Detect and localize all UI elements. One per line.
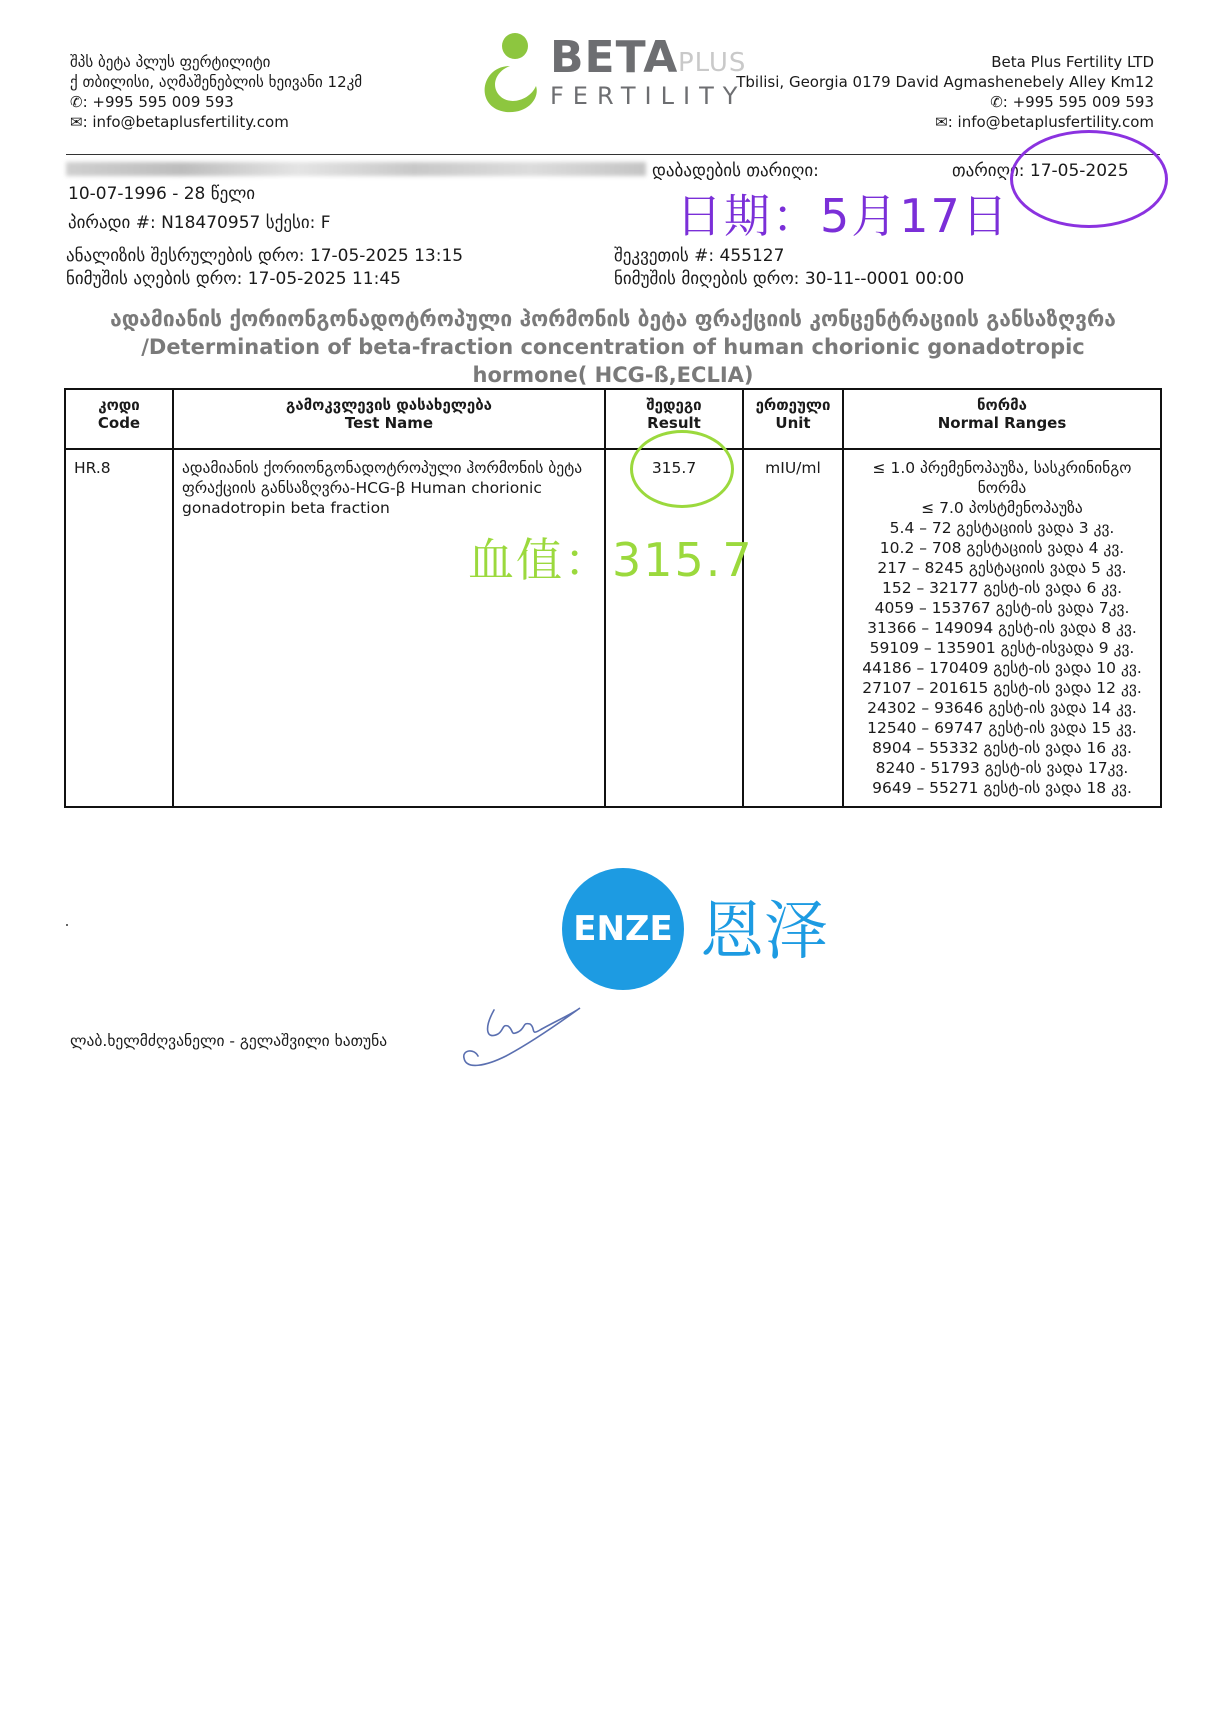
analysis-time: ანალიზის შესრულების დრო: 17-05-2025 13:15 [66,246,464,266]
col-header-result-en: Result [647,414,701,432]
cell-test-name: ადამიანის ქორიონგონადოტროპული ჰორმონის ბეტა ფრაქციის განსაზღვრა-HCG-β Human chorionic gonadotropin beta fraction [173,449,605,807]
range-line: 5.4 – 72 გესტაციის ვადა 3 კვ. [889,519,1115,537]
col-header-test-name-ka: გამოკვლევის დასახელება [286,396,492,414]
range-line: 152 – 32177 გესტ-ის ვადა 6 კვ. [881,579,1123,597]
enze-chinese-text: 恩泽 [700,895,828,969]
birth-date-label: დაბადების თარიღი: [652,161,819,181]
clinic-phone-en: ✆: +995 595 009 593 [990,93,1154,111]
signature-icon [456,1000,586,1072]
col-header-unit-ka: ერთეული [755,396,831,414]
logo-fertility-text: FERTILITY [550,82,747,110]
col-header-test-name [173,389,605,449]
col-header-code [65,389,173,449]
col-header-test-name-en: Test Name [344,414,434,432]
range-line: 59109 – 135901 გესტ-ისვადა 9 კვ. [869,639,1135,657]
col-header-unit-en: Unit [775,414,811,432]
clinic-name-ka: შპს ბეტა პლუს ფერტილიტი [70,53,271,71]
logo-mark-icon [470,26,550,121]
col-header-result-ka: შედეგი [646,396,702,414]
clinic-address-en [736,52,1154,132]
cell-unit: mIU/ml [743,449,843,807]
logo-plus-text: PLUS [678,48,747,78]
clinic-address-ka [70,52,362,132]
range-line: 27107 – 201615 გესტ-ის ვადა 12 კვ. [862,679,1142,697]
enze-logo: ENZE [562,868,684,990]
cell-code: HR.8 [65,449,173,807]
beta-plus-logo [470,26,770,121]
logo-beta-text: BETA [550,32,679,83]
range-line: 12540 – 69747 გესტ-ის ვადა 15 კვ. [867,719,1137,737]
range-line: ≤ 1.0 პრემენოპაუზა, სასკრინინგო ნორმა [872,459,1132,497]
value-annotation: 血值：315.7 [468,533,754,587]
header-divider [66,154,1160,155]
sample-taken-time: ნიმუშის აღების დრო: 17-05-2025 11:45 [66,269,401,289]
range-line: 24302 – 93646 გესტ-ის ვადა 14 კვ. [867,699,1137,717]
report-date-value: 17-05-2025 [1029,161,1129,181]
birth-date-value: 10-07-1996 - 28 წელი [68,184,256,204]
date-highlight-circle [1010,130,1168,228]
lab-head-label: ლაბ.ხელმძღვანელი - გელაშვილი ხათუნა [70,1032,388,1050]
patient-id: პირადი #: N18470957 სქესი: F [68,213,331,233]
results-table [64,388,1162,808]
clinic-name-en: Beta Plus Fertility LTD [991,53,1154,71]
range-line: 9649 – 55271 გესტ-ის ვადა 18 კვ. [872,779,1132,797]
col-header-unit [743,389,843,449]
clinic-address-line-ka: ქ თბილისი, აღმაშენებლის ხეივანი 12კმ [70,73,363,91]
order-number: შეკვეთის #: 455127 [614,246,785,266]
report-title-en-1: /Determination of beta-fraction concentration of human chorionic gonadotropic [141,335,1085,359]
range-line: 31366 – 149094 გესტ-ის ვადა 8 კვ. [867,619,1137,637]
range-line: 8904 – 55332 გესტ-ის ვადა 16 კვ. [872,739,1132,757]
table-header-row [65,389,1161,449]
cell-normal-ranges [843,449,1161,807]
sample-received-time: ნიმუშის მიღების დრო: 30-11--0001 00:00 [614,269,965,289]
clinic-phone-ka: ✆: +995 595 009 593 [70,93,234,111]
report-title-ka: ადამიანის ქორიონგონადოტროპული ჰორმონის ბეტა ფრაქციის კონცენტრაციის განსაზღვრა [110,307,1116,331]
report-title-en-2: hormone( HCG-ß,ECLIA) [472,363,754,387]
col-header-code-ka: კოდი [98,396,140,414]
clinic-email-ka: ✉: info@betaplusfertility.com [70,113,289,131]
stray-dot [66,924,68,926]
range-line: 4059 – 153767 გესტ-ის ვადა 7კვ. [874,599,1130,617]
range-line: 44186 – 170409 გესტ-ის ვადა 10 კვ. [862,659,1142,677]
table-row [65,449,1161,807]
col-header-normal-ranges-en: Normal Ranges [937,414,1067,432]
col-header-normal-ranges [843,389,1161,449]
col-header-normal-ranges-ka: ნორმა [977,396,1027,414]
clinic-address-line-en: Tbilisi, Georgia 0179 David Agmashenebely Alley Km12 [736,73,1154,91]
clinic-email-en: ✉: info@betaplusfertility.com [935,113,1154,131]
col-header-code-en: Code [97,414,141,432]
range-line: 217 – 8245 გესტაციის ვადა 5 კვ. [877,559,1127,577]
range-line: 8240 - 51793 გესტ-ის ვადა 17კვ. [875,759,1129,777]
cell-result: 315.7 [605,449,743,807]
report-title [66,305,1160,389]
result-highlight-circle [630,430,734,508]
redacted-patient-name [66,162,646,176]
report-date-label: თარიღი: [952,161,1025,181]
range-line: 10.2 – 708 გესტაციის ვადა 4 კვ. [879,539,1125,557]
date-annotation: 日期：5月17日 [676,189,1010,243]
range-line: ≤ 7.0 პოსტმენოპაუზა [921,499,1083,517]
